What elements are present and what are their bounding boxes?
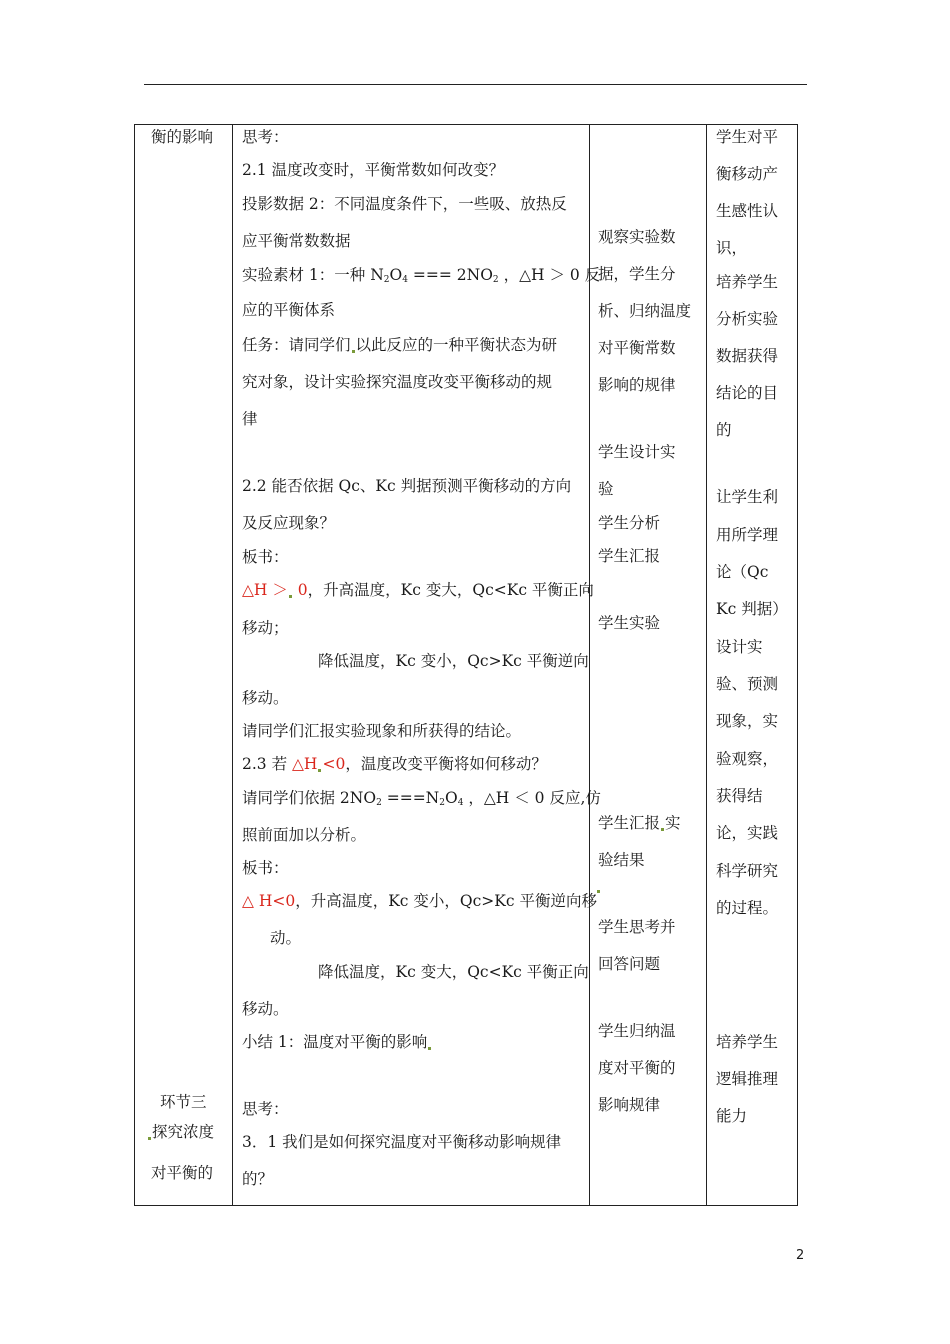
text-line: 验、预测: [716, 675, 779, 693]
text-line: 板书：: [242, 859, 289, 877]
red-text: △H: [292, 755, 318, 773]
text-line: 学生思考并: [598, 918, 676, 936]
text-line: 培养学生: [716, 1033, 779, 1051]
text-run: 实: [665, 814, 681, 832]
text-line: 回答问题: [598, 955, 661, 973]
text-line: [598, 816, 681, 832]
text-run: ，升高温度，Kc 变小，Qc>Kc 平衡逆向移: [295, 892, 597, 910]
text-line: 影响的规律: [598, 376, 676, 394]
text-line: Kc 判据）: [716, 600, 788, 618]
text-line: 移动；: [242, 619, 289, 637]
text-line: 析、归纳温度: [598, 302, 692, 320]
text-line: 移动。: [242, 689, 289, 707]
text-line: 学生归纳温: [598, 1022, 676, 1040]
mark-dot: [428, 1047, 431, 1050]
header-rule: [144, 84, 807, 85]
text-run: 小结 1：温度对平衡的影响: [242, 1033, 428, 1051]
text-line: [242, 757, 547, 773]
mark-dot: [661, 828, 664, 831]
text-line: 律: [242, 410, 258, 428]
text-line: 现象，实: [716, 712, 779, 730]
text-line: 分析实验: [716, 310, 779, 328]
section-label: 对平衡的: [151, 1164, 214, 1182]
text-line: 应平衡常数数据: [242, 232, 351, 250]
text-line: 论（Qc: [716, 563, 769, 581]
text-line: 用所学理: [716, 526, 779, 544]
text-line: 验结果: [598, 851, 645, 869]
text-line: 验观察，: [716, 750, 779, 768]
page-number: 2: [796, 1248, 805, 1263]
text-line: 生感性认: [716, 202, 779, 220]
mark-dot: [289, 595, 292, 598]
mark-dot: [352, 350, 355, 353]
text-line: 照前面加以分析。: [242, 826, 367, 844]
text-line: 应的平衡体系: [242, 301, 336, 319]
text-line: 结论的目: [716, 384, 779, 402]
text-line: 验: [598, 480, 614, 498]
text-line: [242, 338, 557, 354]
column-divider: [706, 125, 707, 1205]
text-line: 学生分析: [598, 514, 661, 532]
text-line: 获得结: [716, 787, 763, 805]
red-text: <0: [322, 755, 346, 773]
section-label: 衡的影响: [151, 128, 214, 146]
section-text: 探究浓度: [152, 1123, 215, 1141]
text-line: 2.2 能否依据 Qc、Kc 判据预测平衡移动的方向: [242, 477, 572, 495]
text-run: ，温度改变平衡将如何移动？: [345, 755, 547, 773]
text-run: ，△H ＞ 0 反: [498, 266, 601, 284]
text-line: 请同学们汇报实验现象和所获得的结论。: [242, 722, 522, 740]
text-line: [596, 878, 601, 894]
text-run: === 2NO: [407, 266, 493, 284]
text-line: 学生实验: [598, 614, 661, 632]
text-line: 板书：: [242, 548, 289, 566]
column-divider: [232, 125, 233, 1205]
text-line: [242, 894, 597, 910]
text-line: 请同学们依据 $2NO_2 ===N_2O_4$ ，△H ＜ 0 反应,仿: [242, 789, 601, 808]
text-line: 2.1 温度改变时，平衡常数如何改变？: [242, 161, 505, 179]
text-line: 的: [716, 421, 732, 439]
text-line: 逻辑推理: [716, 1070, 779, 1088]
text-line: 思考：: [242, 1100, 289, 1118]
text-line: 论，实践: [716, 824, 779, 842]
text-line: 实验素材 1：一种 $N_2O_4$ === $2NO_2$ ，△H ＞ 0 反: [242, 266, 601, 285]
text-line: [242, 1035, 432, 1051]
text-line: 降低温度，Kc 变小，Qc>Kc 平衡逆向: [318, 652, 589, 670]
text-line: 降低温度，Kc 变大，Qc<Kc 平衡正向: [318, 963, 589, 981]
text-line: 投影数据 2：不同温度条件下，一些吸、放热反: [242, 195, 567, 213]
text-run: 请同学们依据 2NO: [242, 789, 377, 807]
text-line: 3．1 我们是如何探究温度对平衡移动影响规律: [242, 1133, 562, 1151]
mark-dot: [597, 890, 600, 893]
section-label: 环节三: [160, 1093, 207, 1111]
text-run: 2.3 若: [242, 755, 293, 773]
text-line: 识，: [716, 239, 748, 257]
text-run: 任务：请同学们: [242, 336, 351, 354]
mark-dot: [318, 769, 321, 772]
text-line: 的过程。: [716, 899, 779, 917]
text-line: 动。: [270, 929, 302, 947]
text-run: ，△H ＜ 0 反应,仿: [463, 789, 601, 807]
text-run: O: [444, 789, 458, 807]
text-line: 及反应现象？: [242, 514, 336, 532]
text-line: 移动。: [242, 1000, 289, 1018]
text-line: 观察实验数: [598, 228, 676, 246]
text-line: 学生汇报: [598, 547, 661, 565]
text-line: 培养学生: [716, 273, 779, 291]
text-line: 度对平衡的: [598, 1059, 676, 1077]
text-run: ，升高温度，Kc 变大，Qc<Kc 平衡正向: [307, 581, 594, 599]
text-line: 设计实: [716, 638, 763, 656]
text-line: 能力: [716, 1107, 748, 1125]
text-line: 究对象，设计实验探究温度改变平衡移动的规: [242, 373, 553, 391]
text-run: 以此反应的一种平衡状态为研: [355, 336, 558, 354]
text-line: [242, 583, 594, 599]
mark-dot: [148, 1137, 151, 1140]
red-text: △ H<0: [242, 892, 296, 910]
text-run: 实验素材 1：一种: [242, 266, 371, 284]
red-text: △H ＞: [242, 581, 288, 599]
text-line: 思考：: [242, 128, 289, 146]
section-label: [147, 1125, 214, 1141]
red-text: 0: [292, 581, 308, 599]
text-line: 影响规律: [598, 1096, 661, 1114]
text-line: 学生对平: [716, 128, 779, 146]
text-run: 学生汇报: [598, 814, 661, 832]
text-line: 据，学生分: [598, 265, 676, 283]
text-line: 对平衡常数: [598, 339, 676, 357]
text-line: 学生设计实: [598, 443, 676, 461]
text-run: ===N: [381, 789, 440, 807]
text-line: 数据获得: [716, 347, 779, 365]
text-line: 让学生利: [716, 488, 779, 506]
text-line: 科学研究: [716, 862, 779, 880]
text-line: 的？: [242, 1170, 274, 1188]
text-line: 衡移动产: [716, 165, 779, 183]
column-divider: [589, 125, 590, 1205]
